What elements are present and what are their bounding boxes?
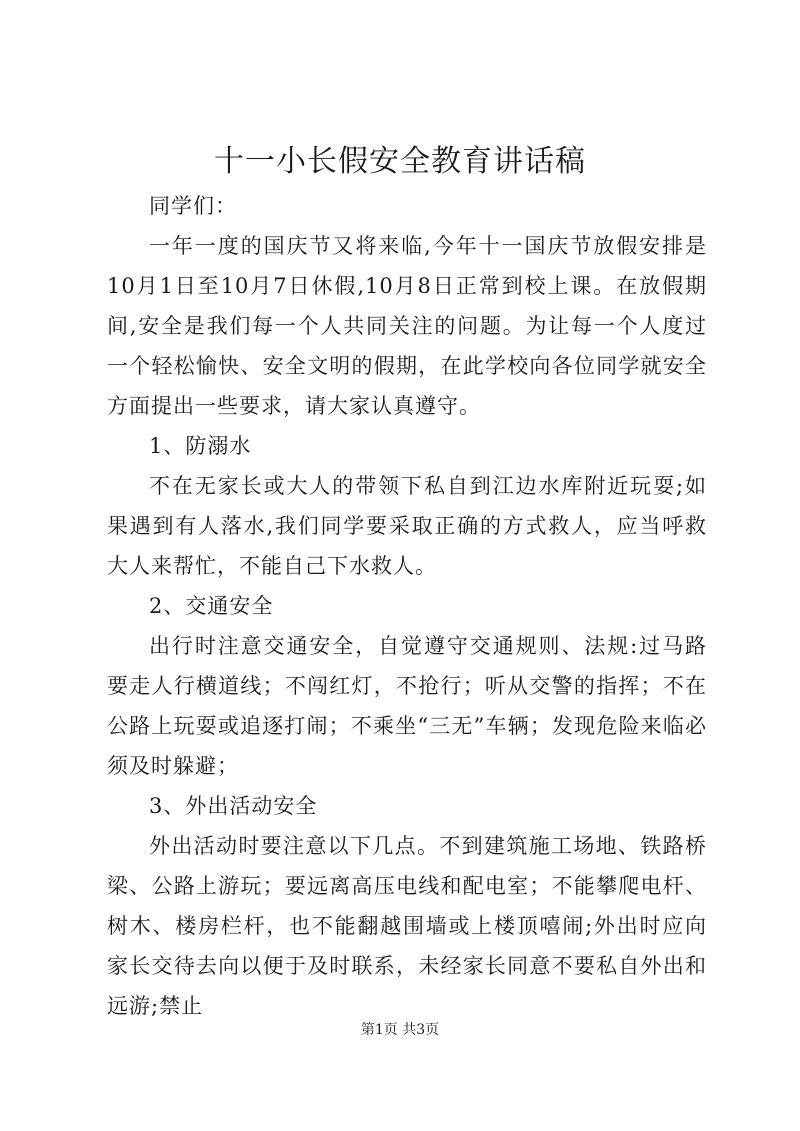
document-body	[107, 186, 707, 1026]
section-heading-drowning: 1、防溺水	[149, 434, 252, 458]
greeting-paragraph: 同学们：	[149, 194, 237, 218]
outdoor-paragraph: 外出活动时要注意以下几点。不到建筑施工场地、铁路桥梁、公路上游玩；要远离高压电线和配电室；不能攀爬电杆、树木、楼房栏杆，也不能翻越围墙或上楼顶嘻闹;外出时应向家长交待去向以便于及时联系，未经家长同意不要私自外出和远游;禁止	[107, 834, 707, 1018]
page-number-footer: 第1页 共3页	[360, 1022, 440, 1038]
document-title: 十一小长假安全教育讲话稿	[214, 144, 586, 179]
section-heading-outdoor: 3、外出活动安全	[149, 794, 318, 818]
traffic-paragraph: 出行时注意交通安全，自觉遵守交通规则、法规:过马路要走人行横道线；不闯红灯，不抢行；听从交警的指挥；不在公路上玩耍或追逐打闹；不乘坐“三无”车辆；发现危险来临必须及时躲避；	[107, 634, 707, 778]
section-heading-traffic: 2、交通安全	[149, 594, 274, 618]
intro-paragraph: 一年一度的国庆节又将来临,今年十一国庆节放假安排是10月1日至10月7日休假,10月8日正常到校上课。在放假期间,安全是我们每一个人共同关注的问题。为让每一个人度过一个轻松愉快、安全文明的假期，在此学校向各位同学就安全方面提出一些要求，请大家认真遵守。	[107, 234, 707, 418]
drowning-paragraph: 不在无家长或大人的带领下私自到江边水库附近玩耍;如果遇到有人落水,我们同学要采取正确的方式救人，应当呼救大人来帮忙，不能自己下水救人。	[107, 474, 707, 578]
